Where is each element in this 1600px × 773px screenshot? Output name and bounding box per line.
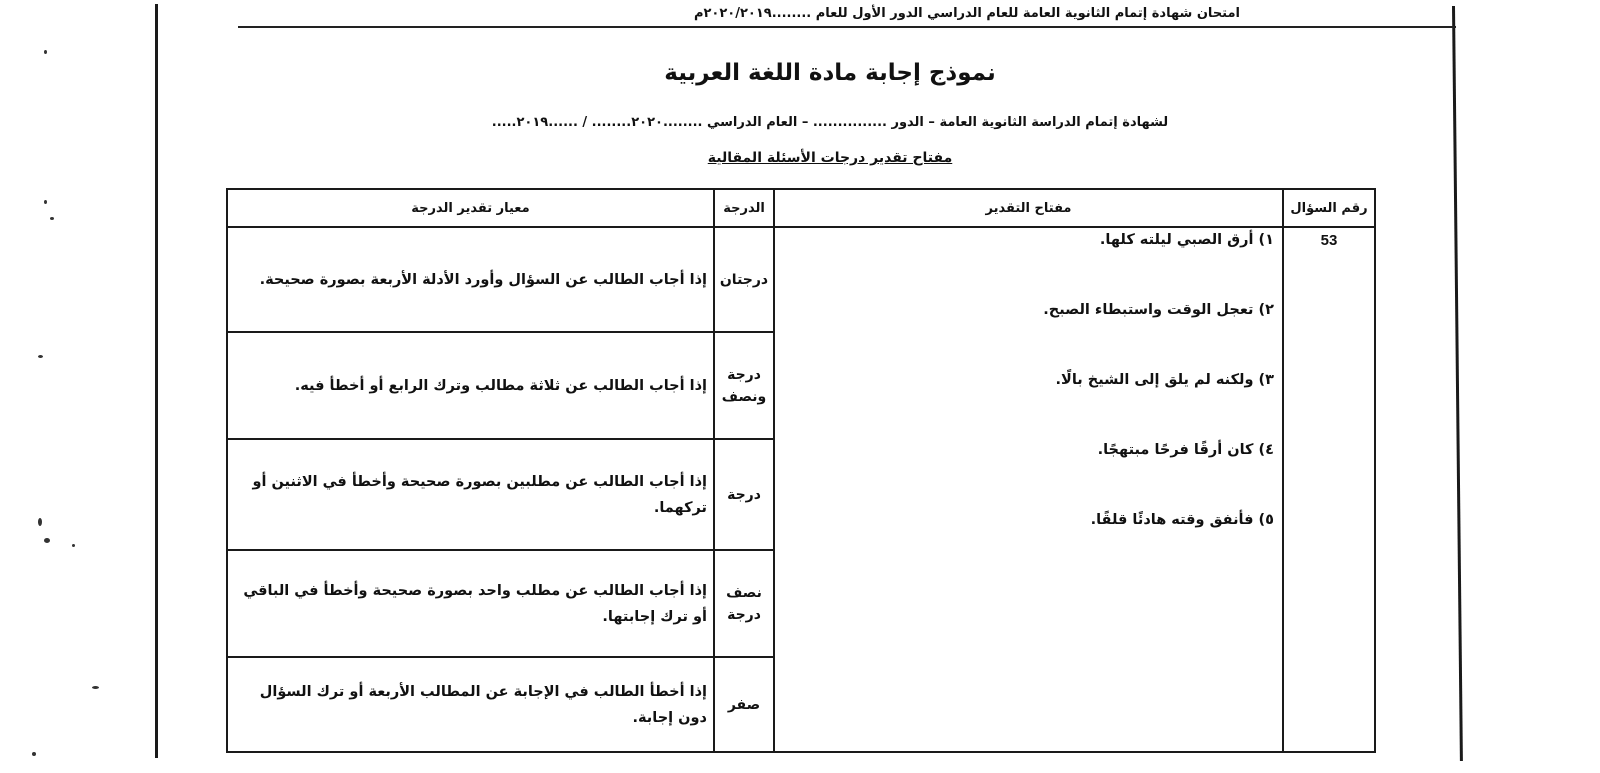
answer-key-item: ٥) فأنفق وقته هادئًا قلقًا.	[1090, 512, 1274, 528]
grade-cell: درجة ونصف	[714, 332, 774, 439]
header-question-number: رقم السؤال	[1283, 189, 1375, 227]
answer-key-table	[226, 188, 1376, 753]
scan-speck	[38, 518, 42, 526]
page-border-left	[155, 4, 158, 758]
header-answer-key: مفتاح التقدير	[774, 189, 1283, 227]
answer-key-cell	[774, 227, 1283, 752]
scan-speck	[32, 752, 36, 756]
page-title: نموذج إجابة مادة اللغة العربية	[664, 60, 996, 86]
exam-header: امتحان شهادة إتمام الثانوية العامة للعام الدراسي الدور الأول للعام ........٢٠٢٠/٢٠١٩م	[693, 6, 1240, 21]
grade-cell: نصف درجة	[714, 550, 774, 657]
scan-speck	[44, 50, 47, 54]
header-grading-criteria: معيار تقدير الدرجة	[227, 189, 714, 227]
scan-speck	[92, 686, 99, 689]
scan-speck	[44, 538, 50, 543]
criteria-cell: إذا أخطأ الطالب في الإجابة عن المطالب الأربعة أو ترك السؤال دون إجابة.	[227, 657, 714, 752]
scan-speck	[38, 355, 43, 358]
criteria-cell: إذا أجاب الطالب عن مطلب واحد بصورة صحيحة وأخطأ في الباقي أو ترك إجابتها.	[227, 550, 714, 657]
scan-speck	[50, 217, 54, 220]
section-title: مفتاح تقدير درجات الأسئلة المقالية	[707, 150, 953, 166]
page-subtitle: لشهادة إتمام الدراسة الثانوية العامة – الدور ............... – العام الدراسي ........٢٠٢٠........ / ......٢٠١٩.....	[491, 115, 1169, 130]
grade-cell: درجتان	[714, 227, 774, 332]
header-grade: الدرجة	[714, 189, 774, 227]
grade-cell: درجة	[714, 439, 774, 550]
header-divider	[238, 26, 1456, 28]
page-border-right	[1452, 6, 1463, 761]
answer-key-item: ١) أرق الصبي ليلته كلها.	[1099, 232, 1274, 248]
criteria-cell: إذا أجاب الطالب عن مطلبين بصورة صحيحة وأخطأ في الاثنين أو تركهما.	[227, 439, 714, 550]
scan-speck	[44, 200, 47, 204]
criteria-cell: إذا أجاب الطالب عن السؤال وأورد الأدلة الأربعة بصورة صحيحة.	[227, 227, 714, 332]
table-header-row	[227, 189, 1375, 227]
scan-speck	[72, 544, 75, 547]
answer-key-item: ٢) تعجل الوقت واستبطاء الصبح.	[1043, 302, 1274, 318]
answer-key-item: ٣) ولكنه لم يلق إلى الشيخ بالًا.	[1055, 372, 1274, 388]
criteria-cell: إذا أجاب الطالب عن ثلاثة مطالب وترك الرابع أو أخطأ فيه.	[227, 332, 714, 439]
question-number-cell: 53	[1283, 227, 1375, 752]
table-row	[227, 227, 1375, 332]
grade-cell: صفر	[714, 657, 774, 752]
answer-key-item: ٤) كان أرقًا فرحًا مبتهجًا.	[1097, 442, 1274, 458]
